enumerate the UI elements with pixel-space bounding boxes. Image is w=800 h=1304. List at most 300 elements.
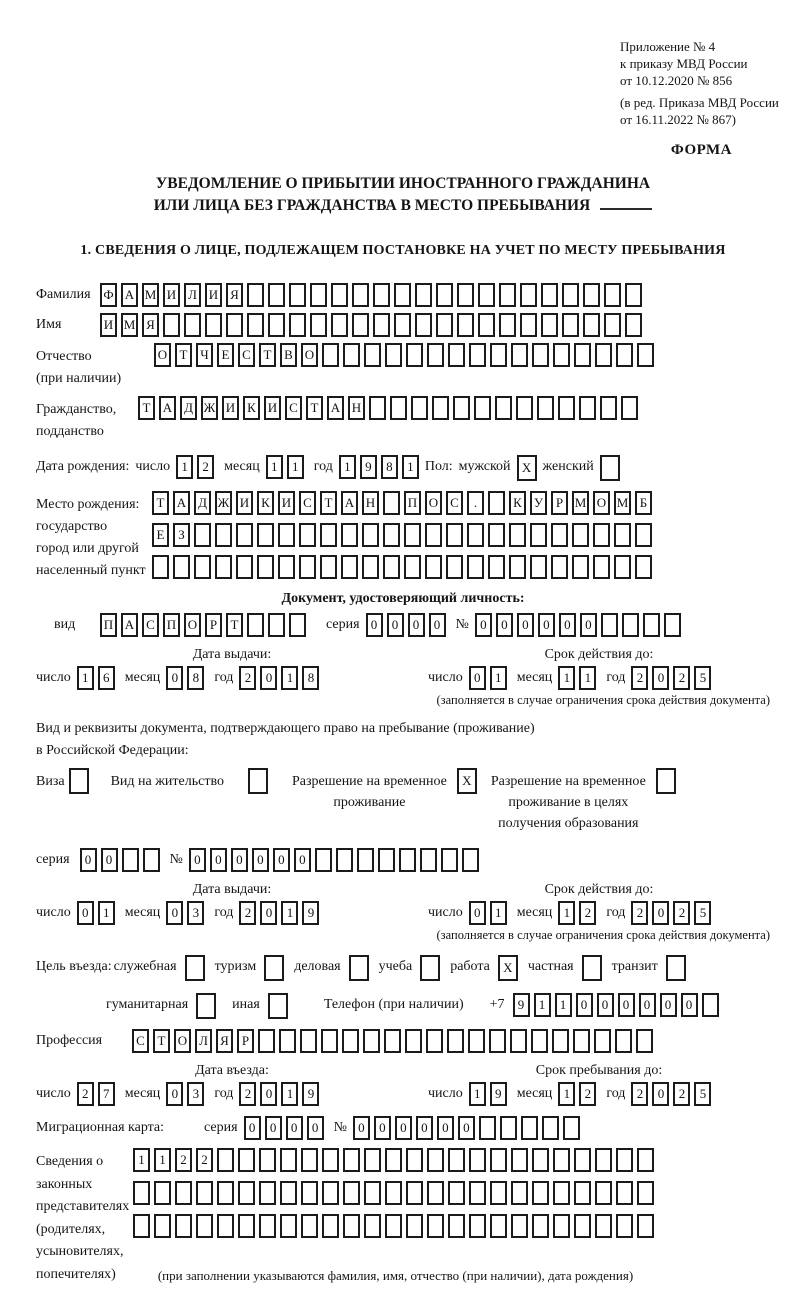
residence-number-cell[interactable]: 0	[273, 848, 290, 872]
representative-cell[interactable]	[469, 1214, 486, 1238]
purpose-private-checkbox[interactable]	[582, 955, 602, 981]
citizenship-cell[interactable]: Н	[348, 396, 365, 420]
profession-cell[interactable]	[636, 1029, 653, 1053]
residence-issue-day-cell[interactable]: 0	[77, 901, 94, 925]
surname-cell[interactable]: И	[163, 283, 180, 307]
profession-cell[interactable]	[489, 1029, 506, 1053]
firstname-cell[interactable]	[520, 313, 537, 337]
representative-cell[interactable]	[238, 1148, 255, 1172]
birthplace-cell[interactable]	[635, 555, 652, 579]
representative-cell[interactable]	[637, 1214, 654, 1238]
purpose-humanitarian-checkbox[interactable]	[196, 993, 216, 1019]
representative-cell[interactable]	[616, 1214, 633, 1238]
birthplace-cell[interactable]	[467, 523, 484, 547]
patronymic-cell[interactable]: Т	[175, 343, 192, 367]
representative-cell[interactable]	[343, 1181, 360, 1205]
firstname-cell[interactable]	[436, 313, 453, 337]
birthplace-cell[interactable]	[383, 523, 400, 547]
phone-digit-cell[interactable]: 1	[534, 993, 551, 1017]
citizenship-cell[interactable]	[390, 396, 407, 420]
residence-issue-month-cell[interactable]: 3	[187, 901, 204, 925]
residence-number-cell[interactable]	[441, 848, 458, 872]
entry-year-cell[interactable]: 1	[281, 1082, 298, 1106]
surname-cell[interactable]	[352, 283, 369, 307]
birthplace-cell[interactable]	[530, 555, 547, 579]
residence-number-cell[interactable]: 0	[231, 848, 248, 872]
representative-cell[interactable]	[238, 1214, 255, 1238]
citizenship-cell[interactable]: С	[285, 396, 302, 420]
profession-cell[interactable]: Р	[237, 1029, 254, 1053]
surname-cell[interactable]	[415, 283, 432, 307]
birth-year-cell[interactable]: 8	[381, 455, 398, 479]
representative-cell[interactable]	[490, 1214, 507, 1238]
birthplace-cell[interactable]: К	[257, 491, 274, 515]
migcard-number-cell[interactable]: 0	[353, 1116, 370, 1140]
phone-digit-cell[interactable]: 0	[576, 993, 593, 1017]
representative-cell[interactable]	[406, 1148, 423, 1172]
birthplace-cell[interactable]	[446, 523, 463, 547]
firstname-cell[interactable]	[415, 313, 432, 337]
birthplace-cell[interactable]	[425, 523, 442, 547]
purpose-other-checkbox[interactable]	[268, 993, 288, 1019]
residence-number-cell[interactable]: 0	[210, 848, 227, 872]
birth-day-cell[interactable]: 2	[197, 455, 214, 479]
surname-cell[interactable]	[394, 283, 411, 307]
representative-cell[interactable]	[595, 1214, 612, 1238]
profession-cell[interactable]	[300, 1029, 317, 1053]
representative-cell[interactable]	[427, 1148, 444, 1172]
patronymic-cell[interactable]: О	[154, 343, 171, 367]
birth-month-cell[interactable]: 1	[266, 455, 283, 479]
doc-number-cell[interactable]: 0	[580, 613, 597, 637]
residence-issue-day-cell[interactable]: 1	[98, 901, 115, 925]
migcard-number-cell[interactable]	[500, 1116, 517, 1140]
patronymic-cell[interactable]: В	[280, 343, 297, 367]
birthplace-cell[interactable]	[194, 555, 211, 579]
representative-cell[interactable]: 1	[133, 1148, 150, 1172]
profession-cell[interactable]	[405, 1029, 422, 1053]
migcard-number-cell[interactable]: 0	[458, 1116, 475, 1140]
profession-cell[interactable]	[342, 1029, 359, 1053]
surname-cell[interactable]	[583, 283, 600, 307]
firstname-cell[interactable]	[184, 313, 201, 337]
residence-issue-year-cell[interactable]: 2	[239, 901, 256, 925]
citizenship-cell[interactable]: Д	[180, 396, 197, 420]
birthplace-cell[interactable]: А	[341, 491, 358, 515]
birthplace-cell[interactable]: З	[173, 523, 190, 547]
representative-cell[interactable]	[343, 1214, 360, 1238]
residence-valid-year-cell[interactable]: 0	[652, 901, 669, 925]
residence-number-cell[interactable]	[399, 848, 416, 872]
surname-cell[interactable]	[289, 283, 306, 307]
doc-issue-day-cell[interactable]: 6	[98, 666, 115, 690]
surname-cell[interactable]	[478, 283, 495, 307]
surname-cell[interactable]	[541, 283, 558, 307]
profession-cell[interactable]	[531, 1029, 548, 1053]
representative-cell[interactable]	[280, 1214, 297, 1238]
birthplace-cell[interactable]: Т	[152, 491, 169, 515]
birthplace-cell[interactable]: О	[593, 491, 610, 515]
doc-series-cell[interactable]: 0	[408, 613, 425, 637]
birthplace-cell[interactable]	[362, 555, 379, 579]
birthplace-cell[interactable]	[509, 523, 526, 547]
stay-month-cell[interactable]: 2	[579, 1082, 596, 1106]
profession-cell[interactable]: С	[132, 1029, 149, 1053]
citizenship-cell[interactable]: И	[222, 396, 239, 420]
representative-cell[interactable]	[595, 1148, 612, 1172]
migcard-number-cell[interactable]	[479, 1116, 496, 1140]
residence-series-cell[interactable]	[143, 848, 160, 872]
phone-digit-cell[interactable]: 0	[681, 993, 698, 1017]
birthplace-cell[interactable]	[236, 523, 253, 547]
doc-kind-cell[interactable]	[247, 613, 264, 637]
firstname-cell[interactable]	[478, 313, 495, 337]
birthplace-cell[interactable]: С	[299, 491, 316, 515]
doc-valid-year-cell[interactable]: 5	[694, 666, 711, 690]
birthplace-cell[interactable]	[614, 555, 631, 579]
migcard-number-cell[interactable]: 0	[416, 1116, 433, 1140]
representative-cell[interactable]	[259, 1148, 276, 1172]
representative-cell[interactable]	[574, 1214, 591, 1238]
doc-series-cell[interactable]: 0	[387, 613, 404, 637]
residence-valid-month-cell[interactable]: 2	[579, 901, 596, 925]
profession-cell[interactable]	[363, 1029, 380, 1053]
birthplace-cell[interactable]	[404, 555, 421, 579]
profession-cell[interactable]	[279, 1029, 296, 1053]
profession-cell[interactable]: Т	[153, 1029, 170, 1053]
phone-digit-cell[interactable]: 1	[555, 993, 572, 1017]
residence-valid-year-cell[interactable]: 2	[631, 901, 648, 925]
representative-cell[interactable]	[511, 1214, 528, 1238]
purpose-business-checkbox[interactable]	[349, 955, 369, 981]
stay-month-cell[interactable]: 1	[558, 1082, 575, 1106]
doc-valid-day-cell[interactable]: 1	[490, 666, 507, 690]
representative-cell[interactable]	[196, 1214, 213, 1238]
firstname-cell[interactable]	[226, 313, 243, 337]
citizenship-cell[interactable]: А	[159, 396, 176, 420]
birthplace-cell[interactable]	[341, 523, 358, 547]
entry-month-cell[interactable]: 3	[187, 1082, 204, 1106]
profession-cell[interactable]: О	[174, 1029, 191, 1053]
residence-issue-year-cell[interactable]: 1	[281, 901, 298, 925]
profession-cell[interactable]	[510, 1029, 527, 1053]
birthplace-cell[interactable]	[635, 523, 652, 547]
residence-permit-checkbox[interactable]	[248, 768, 268, 794]
birthplace-cell[interactable]	[383, 491, 400, 515]
representative-cell[interactable]	[490, 1181, 507, 1205]
birthplace-cell[interactable]	[614, 523, 631, 547]
surname-cell[interactable]: Я	[226, 283, 243, 307]
residence-series-cell[interactable]: 0	[80, 848, 97, 872]
representative-cell[interactable]	[406, 1181, 423, 1205]
residence-number-cell[interactable]	[315, 848, 332, 872]
stay-year-cell[interactable]: 5	[694, 1082, 711, 1106]
birthplace-cell[interactable]: Р	[551, 491, 568, 515]
representative-cell[interactable]	[217, 1181, 234, 1205]
residence-number-cell[interactable]: 0	[189, 848, 206, 872]
representative-cell[interactable]	[217, 1148, 234, 1172]
patronymic-cell[interactable]	[595, 343, 612, 367]
residence-number-cell[interactable]	[336, 848, 353, 872]
surname-cell[interactable]: И	[205, 283, 222, 307]
representative-cell[interactable]	[574, 1181, 591, 1205]
patronymic-cell[interactable]	[553, 343, 570, 367]
migcard-number-cell[interactable]: 0	[374, 1116, 391, 1140]
citizenship-cell[interactable]	[432, 396, 449, 420]
birthplace-cell[interactable]	[488, 491, 505, 515]
firstname-cell[interactable]	[373, 313, 390, 337]
residence-number-cell[interactable]: 0	[294, 848, 311, 872]
migcard-series-cell[interactable]: 0	[244, 1116, 261, 1140]
profession-cell[interactable]	[552, 1029, 569, 1053]
profession-cell[interactable]	[573, 1029, 590, 1053]
birthplace-cell[interactable]: П	[404, 491, 421, 515]
birthplace-cell[interactable]	[362, 523, 379, 547]
residence-number-cell[interactable]: 0	[252, 848, 269, 872]
representative-cell[interactable]	[490, 1148, 507, 1172]
representative-cell[interactable]	[595, 1181, 612, 1205]
doc-series-cell[interactable]: 0	[366, 613, 383, 637]
citizenship-cell[interactable]	[474, 396, 491, 420]
doc-kind-cell[interactable]: Т	[226, 613, 243, 637]
representative-cell[interactable]	[448, 1181, 465, 1205]
birth-day-cell[interactable]: 1	[176, 455, 193, 479]
profession-cell[interactable]: Я	[216, 1029, 233, 1053]
doc-kind-cell[interactable]: Р	[205, 613, 222, 637]
doc-issue-year-cell[interactable]: 2	[239, 666, 256, 690]
firstname-cell[interactable]	[583, 313, 600, 337]
doc-issue-day-cell[interactable]: 1	[77, 666, 94, 690]
birthplace-cell[interactable]	[236, 555, 253, 579]
phone-digit-cell[interactable]: 0	[597, 993, 614, 1017]
representative-cell[interactable]	[259, 1214, 276, 1238]
stay-year-cell[interactable]: 0	[652, 1082, 669, 1106]
migcard-number-cell[interactable]: 0	[395, 1116, 412, 1140]
surname-cell[interactable]	[604, 283, 621, 307]
representative-cell[interactable]	[154, 1181, 171, 1205]
residence-series-cell[interactable]	[122, 848, 139, 872]
birthplace-cell[interactable]: Ж	[215, 491, 232, 515]
representative-cell[interactable]	[574, 1148, 591, 1172]
entry-year-cell[interactable]: 0	[260, 1082, 277, 1106]
doc-valid-day-cell[interactable]: 0	[469, 666, 486, 690]
representative-cell[interactable]	[469, 1148, 486, 1172]
firstname-cell[interactable]	[247, 313, 264, 337]
firstname-cell[interactable]	[541, 313, 558, 337]
birthplace-cell[interactable]	[488, 523, 505, 547]
profession-cell[interactable]	[426, 1029, 443, 1053]
patronymic-cell[interactable]	[469, 343, 486, 367]
birthplace-cell[interactable]	[488, 555, 505, 579]
doc-kind-cell[interactable]: П	[100, 613, 117, 637]
firstname-cell[interactable]	[604, 313, 621, 337]
patronymic-cell[interactable]	[532, 343, 549, 367]
doc-number-cell[interactable]	[664, 613, 681, 637]
representative-cell[interactable]	[196, 1181, 213, 1205]
birthplace-cell[interactable]	[572, 523, 589, 547]
patronymic-cell[interactable]	[385, 343, 402, 367]
representative-cell[interactable]	[448, 1148, 465, 1172]
purpose-official-checkbox[interactable]	[185, 955, 205, 981]
stay-day-cell[interactable]: 9	[490, 1082, 507, 1106]
migcard-series-cell[interactable]: 0	[307, 1116, 324, 1140]
representative-cell[interactable]	[364, 1181, 381, 1205]
citizenship-cell[interactable]: Ж	[201, 396, 218, 420]
firstname-cell[interactable]	[268, 313, 285, 337]
doc-issue-month-cell[interactable]: 0	[166, 666, 183, 690]
stay-year-cell[interactable]: 2	[631, 1082, 648, 1106]
citizenship-cell[interactable]	[558, 396, 575, 420]
doc-number-cell[interactable]	[601, 613, 618, 637]
doc-number-cell[interactable]: 0	[559, 613, 576, 637]
representative-cell[interactable]	[301, 1148, 318, 1172]
purpose-work-checkbox[interactable]: X	[498, 955, 518, 981]
representative-cell[interactable]	[175, 1181, 192, 1205]
patronymic-cell[interactable]	[511, 343, 528, 367]
citizenship-cell[interactable]	[579, 396, 596, 420]
citizenship-cell[interactable]	[537, 396, 554, 420]
birthplace-cell[interactable]	[467, 555, 484, 579]
representative-cell[interactable]	[553, 1181, 570, 1205]
birthplace-cell[interactable]	[320, 555, 337, 579]
representative-cell[interactable]	[406, 1214, 423, 1238]
doc-number-cell[interactable]	[622, 613, 639, 637]
birthplace-cell[interactable]	[572, 555, 589, 579]
phone-digit-cell[interactable]: 0	[639, 993, 656, 1017]
birthplace-cell[interactable]	[320, 523, 337, 547]
birthplace-cell[interactable]	[215, 555, 232, 579]
birthplace-cell[interactable]: Е	[152, 523, 169, 547]
citizenship-cell[interactable]: Т	[138, 396, 155, 420]
entry-year-cell[interactable]: 2	[239, 1082, 256, 1106]
phone-digit-cell[interactable]: 0	[660, 993, 677, 1017]
surname-cell[interactable]	[562, 283, 579, 307]
representative-cell[interactable]	[133, 1214, 150, 1238]
residence-number-cell[interactable]	[420, 848, 437, 872]
doc-kind-cell[interactable]	[268, 613, 285, 637]
surname-cell[interactable]: А	[121, 283, 138, 307]
doc-kind-cell[interactable]: С	[142, 613, 159, 637]
representative-cell[interactable]	[616, 1181, 633, 1205]
patronymic-cell[interactable]	[322, 343, 339, 367]
birthplace-cell[interactable]	[509, 555, 526, 579]
birthplace-cell[interactable]	[593, 555, 610, 579]
migcard-series-cell[interactable]: 0	[265, 1116, 282, 1140]
residence-valid-day-cell[interactable]: 0	[469, 901, 486, 925]
birthplace-cell[interactable]	[257, 555, 274, 579]
representative-cell[interactable]	[133, 1181, 150, 1205]
birthplace-cell[interactable]	[551, 523, 568, 547]
representative-cell[interactable]	[385, 1148, 402, 1172]
doc-series-cell[interactable]: 0	[429, 613, 446, 637]
representative-cell[interactable]	[238, 1181, 255, 1205]
representative-cell[interactable]	[322, 1148, 339, 1172]
doc-number-cell[interactable]: 0	[475, 613, 492, 637]
birthplace-cell[interactable]: И	[236, 491, 253, 515]
birthplace-cell[interactable]	[383, 555, 400, 579]
surname-cell[interactable]	[331, 283, 348, 307]
firstname-cell[interactable]: Я	[142, 313, 159, 337]
surname-cell[interactable]	[310, 283, 327, 307]
migcard-series-cell[interactable]: 0	[286, 1116, 303, 1140]
birthplace-cell[interactable]	[173, 555, 190, 579]
entry-day-cell[interactable]: 7	[98, 1082, 115, 1106]
profession-cell[interactable]	[615, 1029, 632, 1053]
representative-cell[interactable]	[553, 1148, 570, 1172]
patronymic-cell[interactable]	[427, 343, 444, 367]
profession-cell[interactable]	[321, 1029, 338, 1053]
entry-month-cell[interactable]: 0	[166, 1082, 183, 1106]
birthplace-cell[interactable]: У	[530, 491, 547, 515]
doc-valid-year-cell[interactable]: 0	[652, 666, 669, 690]
phone-digit-cell[interactable]	[702, 993, 719, 1017]
surname-cell[interactable]: М	[142, 283, 159, 307]
firstname-cell[interactable]	[499, 313, 516, 337]
stay-day-cell[interactable]: 1	[469, 1082, 486, 1106]
birth-month-cell[interactable]: 1	[287, 455, 304, 479]
profession-cell[interactable]	[384, 1029, 401, 1053]
temp-permit-checkbox[interactable]: X	[457, 768, 477, 794]
birthplace-cell[interactable]	[530, 523, 547, 547]
residence-series-cell[interactable]: 0	[101, 848, 118, 872]
patronymic-cell[interactable]	[616, 343, 633, 367]
firstname-cell[interactable]	[625, 313, 642, 337]
doc-issue-month-cell[interactable]: 8	[187, 666, 204, 690]
doc-valid-year-cell[interactable]: 2	[631, 666, 648, 690]
birthplace-cell[interactable]	[425, 555, 442, 579]
firstname-cell[interactable]	[205, 313, 222, 337]
representative-cell[interactable]	[322, 1214, 339, 1238]
doc-valid-month-cell[interactable]: 1	[558, 666, 575, 690]
birthplace-cell[interactable]	[341, 555, 358, 579]
profession-cell[interactable]: Л	[195, 1029, 212, 1053]
representative-cell[interactable]	[301, 1214, 318, 1238]
birthplace-cell[interactable]: .	[467, 491, 484, 515]
migcard-number-cell[interactable]: 0	[437, 1116, 454, 1140]
representative-cell[interactable]	[259, 1181, 276, 1205]
citizenship-cell[interactable]	[600, 396, 617, 420]
doc-kind-cell[interactable]: П	[163, 613, 180, 637]
birthplace-cell[interactable]: А	[173, 491, 190, 515]
birthplace-cell[interactable]: Д	[194, 491, 211, 515]
patronymic-cell[interactable]	[406, 343, 423, 367]
birthplace-cell[interactable]	[404, 523, 421, 547]
stay-year-cell[interactable]: 2	[673, 1082, 690, 1106]
representative-cell[interactable]	[322, 1181, 339, 1205]
representative-cell[interactable]	[364, 1214, 381, 1238]
doc-number-cell[interactable]	[643, 613, 660, 637]
surname-cell[interactable]: Л	[184, 283, 201, 307]
representative-cell[interactable]: 1	[154, 1148, 171, 1172]
representative-cell[interactable]	[364, 1148, 381, 1172]
representative-cell[interactable]	[511, 1181, 528, 1205]
profession-cell[interactable]	[594, 1029, 611, 1053]
citizenship-cell[interactable]	[369, 396, 386, 420]
birthplace-cell[interactable]	[299, 555, 316, 579]
phone-digit-cell[interactable]: 0	[618, 993, 635, 1017]
birthplace-cell[interactable]: О	[425, 491, 442, 515]
residence-issue-month-cell[interactable]: 0	[166, 901, 183, 925]
birthplace-cell[interactable]	[299, 523, 316, 547]
surname-cell[interactable]	[373, 283, 390, 307]
migcard-number-cell[interactable]	[542, 1116, 559, 1140]
citizenship-cell[interactable]: А	[327, 396, 344, 420]
citizenship-cell[interactable]	[411, 396, 428, 420]
representative-cell[interactable]	[616, 1148, 633, 1172]
birthplace-cell[interactable]: Б	[635, 491, 652, 515]
citizenship-cell[interactable]	[516, 396, 533, 420]
representative-cell[interactable]	[301, 1181, 318, 1205]
